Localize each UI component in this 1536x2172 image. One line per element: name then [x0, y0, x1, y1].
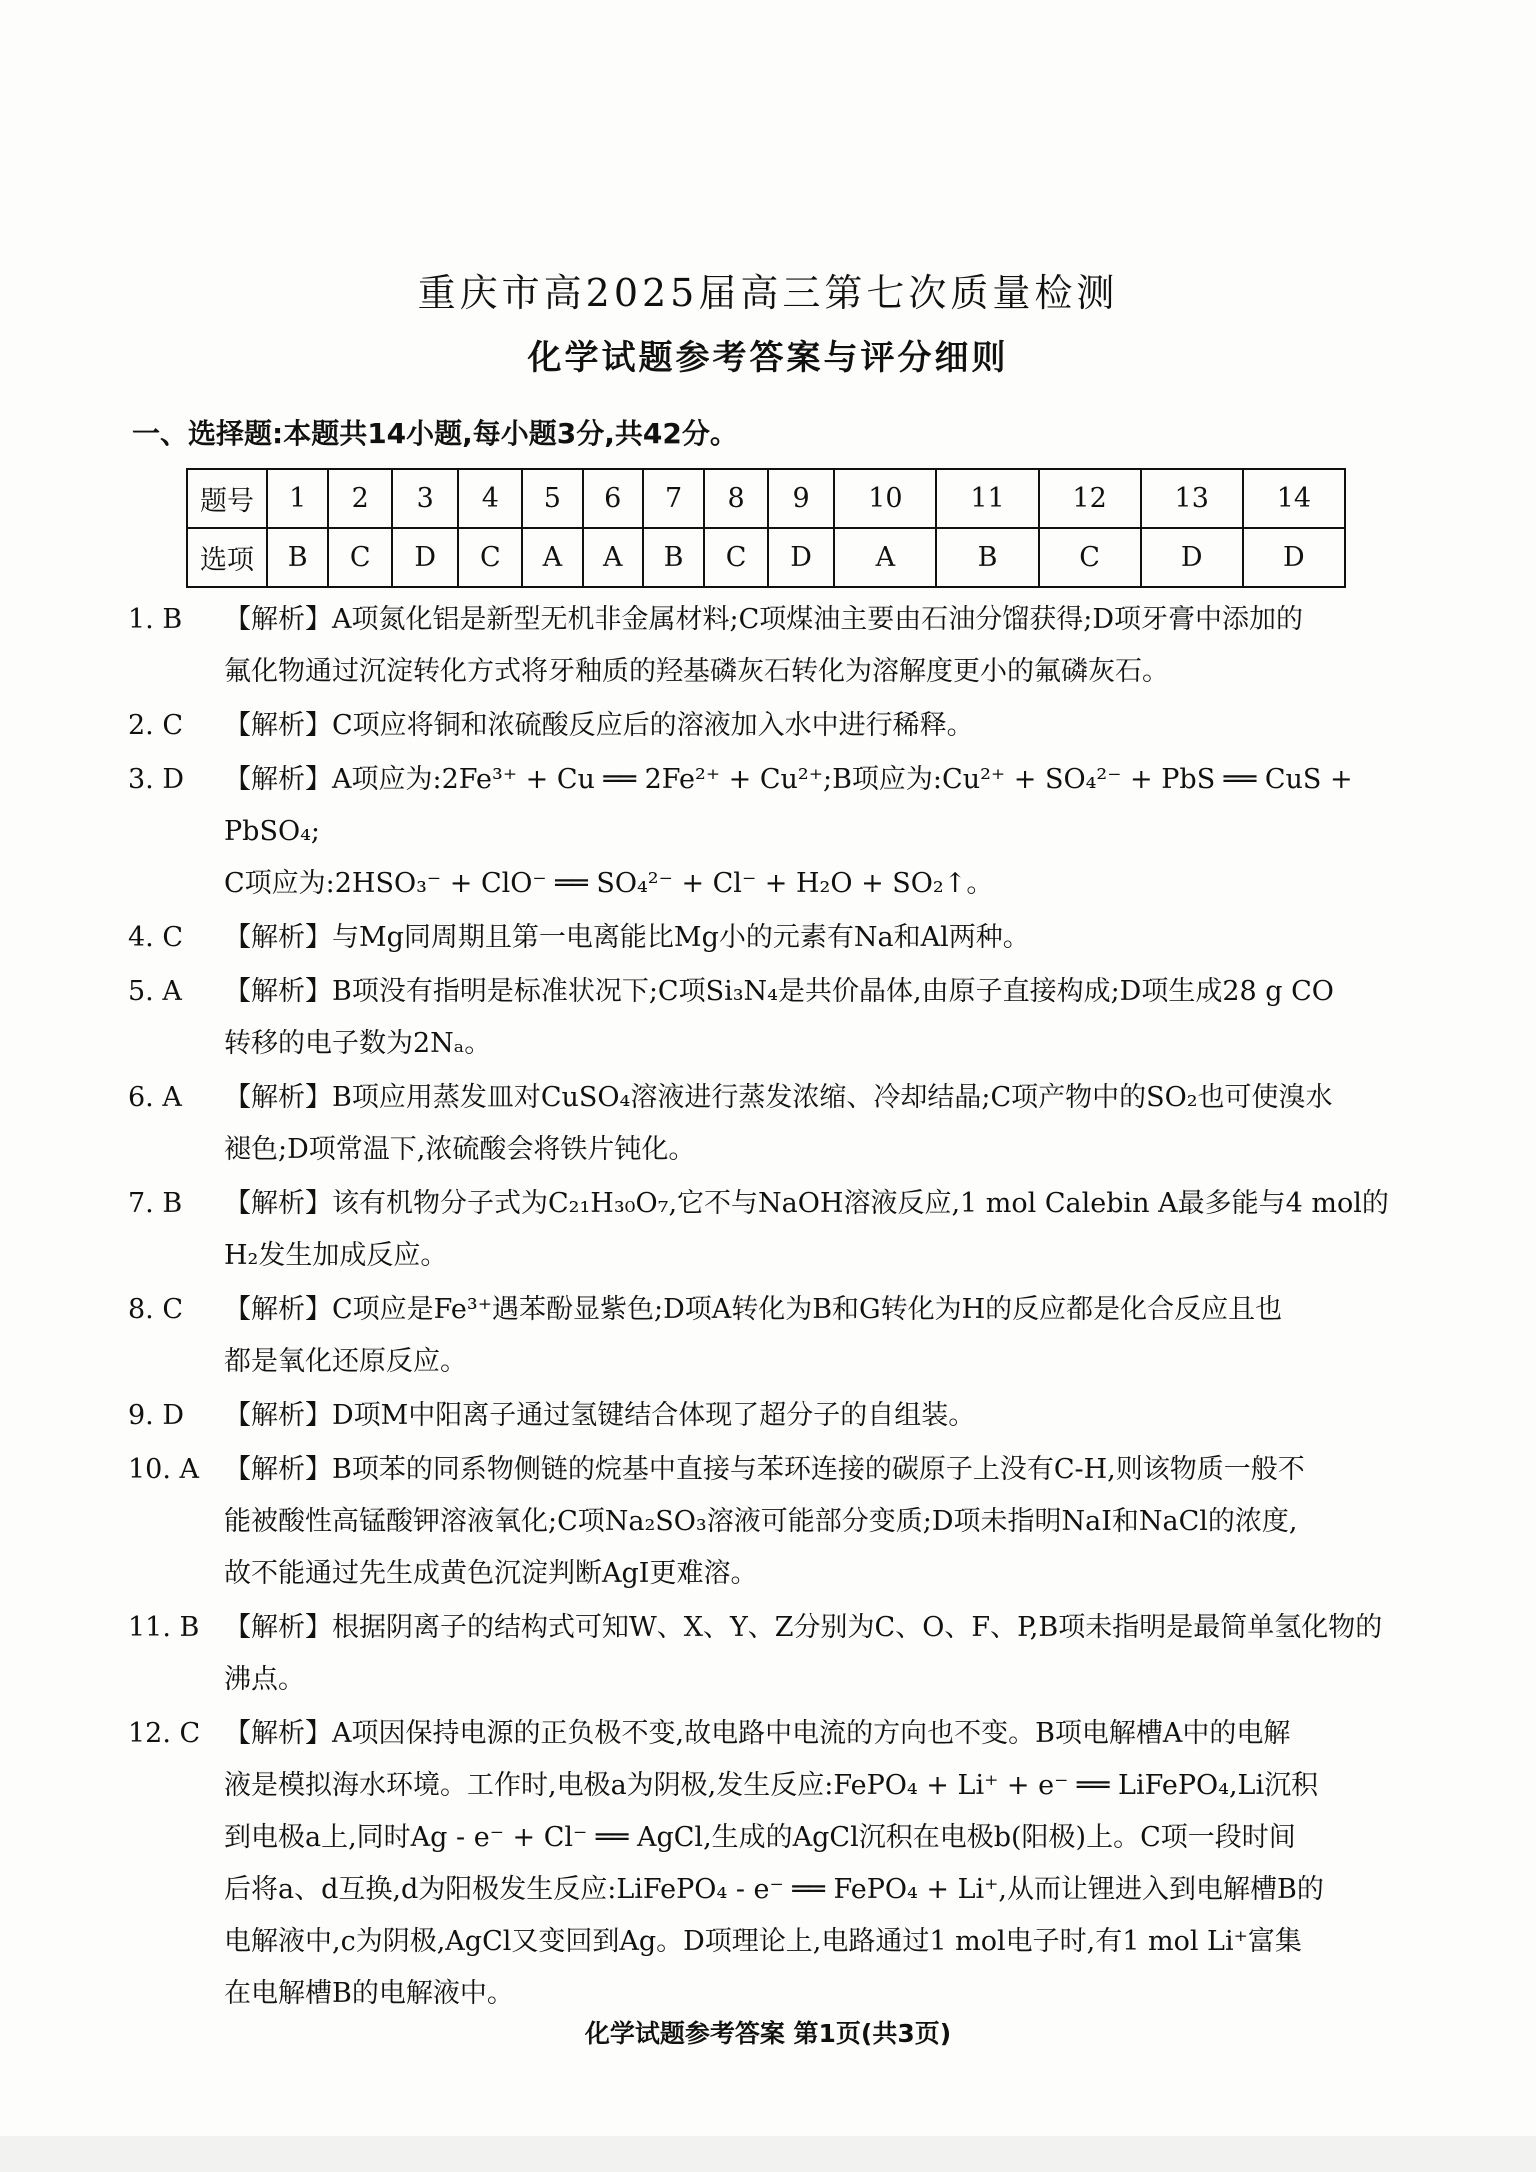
answer-choice: A [583, 528, 643, 587]
explanation-line: 【解析】B项应用蒸发皿对CuSO₄溶液进行蒸发浓缩、冷却结晶;C项产物中的SO₂也可使溴水 [224, 1082, 1333, 1113]
explanation-line: 【解析】C项应将铜和浓硫酸反应后的溶液加入水中进行稀释。 [224, 710, 974, 741]
question-number: 5 [522, 469, 582, 528]
answer-choice: A [522, 528, 582, 587]
explanation-item [128, 1602, 1398, 1706]
page-title: 重庆市高2025届高三第七次质量检测 [417, 271, 1119, 315]
row-label-number: 题号 [187, 469, 267, 528]
explanation-line: 液是模拟海水环境。工作时,电极a为阴极,发生反应:FePO₄ + Li⁺ + e⁻ ══ LiFePO₄,Li沉积 [224, 1770, 1319, 1801]
answer-choice: C [328, 528, 392, 587]
explanation-item [128, 594, 1398, 698]
explanation-item [128, 1284, 1398, 1388]
explanation-item [128, 1708, 1398, 2020]
row-label-answer: 选项 [187, 528, 267, 587]
page-subtitle: 化学试题参考答案与评分细则 [527, 338, 1009, 378]
explanation-line: H₂发生加成反应。 [224, 1240, 448, 1271]
explanation-line: 【解析】该有机物分子式为C₂₁H₃₀O₇,它不与NaOH溶液反应,1 mol Calebin A最多能与4 mol的 [224, 1188, 1389, 1219]
bottom-margin-strip [0, 2136, 1536, 2172]
answer-choice: D [1243, 528, 1345, 587]
explanation-line: 【解析】C项应是Fe³⁺遇苯酚显紫色;D项A转化为B和G转化为H的反应都是化合反应且也 [224, 1294, 1283, 1325]
explanation-line: 【解析】B项没有指明是标准状况下;C项Si₃N₄是共价晶体,由原子直接构成;D项生成28 g CO [224, 976, 1334, 1007]
question-number: 13 [1141, 469, 1243, 528]
explanation-item [128, 966, 1398, 1070]
answer-choice: C [458, 528, 522, 587]
section-heading: 一、选择题:本题共14小题,每小题3分,共42分。 [132, 417, 738, 450]
explanation-list [128, 594, 1398, 2022]
answer-table [186, 468, 1346, 588]
question-number: 4 [458, 469, 522, 528]
item-number: 8. C [128, 1294, 184, 1325]
question-number: 2 [328, 469, 392, 528]
page-footer: 化学试题参考答案 第1页(共3页) [584, 2019, 952, 2048]
explanation-line: 到电极a上,同时Ag - e⁻ + Cl⁻ ══ AgCl,生成的AgCl沉积在电极b(阳极)上。C项一段时间 [224, 1822, 1296, 1853]
explanation-line: 氟化物通过沉淀转化方式将牙釉质的羟基磷灰石转化为溶解度更小的氟磷灰石。 [224, 656, 1169, 687]
explanation-item [128, 1444, 1398, 1600]
answer-choice: B [643, 528, 704, 587]
explanation-line: 【解析】A项应为:2Fe³⁺ + Cu ══ 2Fe²⁺ + Cu²⁺;B项应为:Cu²⁺ + SO₄²⁻ + PbS ══ CuS + PbSO₄; [224, 764, 1353, 847]
explanation-line: 在电解槽B的电解液中。 [224, 1978, 514, 2009]
explanation-item [128, 1390, 1398, 1442]
answer-choice: D [1141, 528, 1243, 587]
answer-choice: B [936, 528, 1038, 587]
item-number: 2. C [128, 710, 184, 741]
explanation-line: 【解析】D项M中阳离子通过氢键结合体现了超分子的自组装。 [224, 1400, 976, 1431]
explanation-line: C项应为:2HSO₃⁻ + ClO⁻ ══ SO₄²⁻ + Cl⁻ + H₂O + SO₂↑。 [224, 868, 994, 899]
explanation-line: 【解析】B项苯的同系物侧链的烷基中直接与苯环连接的碳原子上没有C-H,则该物质一般不 [224, 1454, 1305, 1485]
item-number: 6. A [128, 1082, 182, 1113]
item-number: 11. B [128, 1612, 200, 1643]
answer-choice: B [267, 528, 328, 587]
question-number: 6 [583, 469, 643, 528]
item-number: 4. C [128, 922, 184, 953]
answer-table-answer-row [187, 528, 1345, 587]
question-number: 8 [704, 469, 768, 528]
explanation-line: 褪色;D项常温下,浓硫酸会将铁片钝化。 [224, 1134, 696, 1165]
explanation-item [128, 700, 1398, 752]
explanation-line: 都是氧化还原反应。 [224, 1346, 467, 1377]
question-number: 1 [267, 469, 328, 528]
item-number: 1. B [128, 604, 183, 635]
explanation-item [128, 754, 1398, 910]
answer-choice: A [834, 528, 936, 587]
question-number: 7 [643, 469, 704, 528]
question-number: 3 [392, 469, 458, 528]
answer-choice: D [392, 528, 458, 587]
explanation-line: 【解析】根据阴离子的结构式可知W、X、Y、Z分别为C、O、F、P,B项未指明是最简单氢化物的 [224, 1612, 1383, 1643]
item-number: 3. D [128, 764, 184, 795]
explanation-line: 【解析】A项氮化铝是新型无机非金属材料;C项煤油主要由石油分馏获得;D项牙膏中添加的 [224, 604, 1303, 635]
answer-table-number-row [187, 469, 1345, 528]
answer-choice: C [1039, 528, 1141, 587]
question-number: 9 [768, 469, 834, 528]
item-number: 5. A [128, 976, 182, 1007]
question-number: 12 [1039, 469, 1141, 528]
question-number: 10 [834, 469, 936, 528]
item-number: 12. C [128, 1718, 201, 1749]
question-number: 11 [936, 469, 1038, 528]
explanation-item [128, 912, 1398, 964]
answer-choice: D [768, 528, 834, 587]
answer-choice: C [704, 528, 768, 587]
explanation-line: 【解析】与Mg同周期且第一电离能比Mg小的元素有Na和Al两种。 [224, 922, 1030, 953]
item-number: 10. A [128, 1454, 200, 1485]
explanation-line: 能被酸性高锰酸钾溶液氧化;C项Na₂SO₃溶液可能部分变质;D项未指明NaI和NaCl的浓度, [224, 1506, 1298, 1537]
explanation-item [128, 1178, 1398, 1282]
item-number: 7. B [128, 1188, 183, 1219]
explanation-line: 【解析】A项因保持电源的正负极不变,故电路中电流的方向也不变。B项电解槽A中的电解 [224, 1718, 1291, 1749]
explanation-line: 沸点。 [224, 1664, 305, 1695]
item-number: 9. D [128, 1400, 184, 1431]
explanation-line: 转移的电子数为2Nₐ。 [224, 1028, 492, 1059]
explanation-line: 电解液中,c为阴极,AgCl又变回到Ag。D项理论上,电路通过1 mol电子时,有1 mol Li⁺富集 [224, 1926, 1302, 1957]
explanation-item [128, 1072, 1398, 1176]
explanation-line: 故不能通过先生成黄色沉淀判断AgI更难溶。 [224, 1558, 758, 1589]
explanation-line: 后将a、d互换,d为阳极发生反应:LiFePO₄ - e⁻ ══ FePO₄ + Li⁺,从而让锂进入到电解槽B的 [224, 1874, 1324, 1905]
question-number: 14 [1243, 469, 1345, 528]
